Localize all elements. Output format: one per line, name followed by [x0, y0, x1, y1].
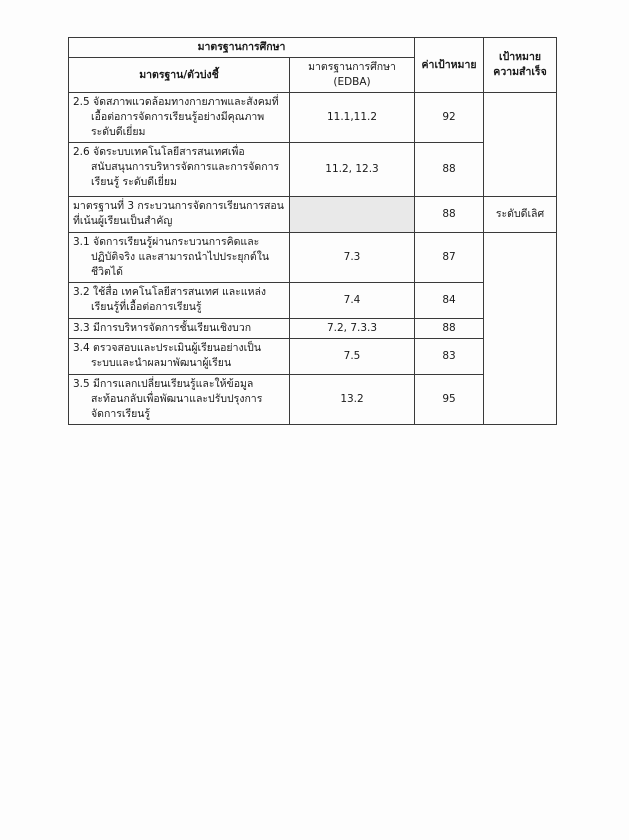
standard-heading-row: [69, 197, 557, 233]
standard3-title: มาตรฐานที่ 3 กระบวนการจัดการเรียนการสอนที่เน้นผู้เรียนเป็นสำคัญ: [69, 197, 290, 233]
standard3-target: 88: [415, 197, 484, 233]
row-edba: 7.3: [290, 233, 415, 283]
row-indicator: 2.5 จัดสภาพแวดล้อมทางกายภาพและสังคมที่เอื้อต่อการจัดการเรียนรู้อย่างมีคุณภาพ ระดับดีเยี่ยม: [69, 93, 290, 143]
row-target: 87: [415, 233, 484, 283]
row-edba: 11.1,11.2: [290, 93, 415, 143]
row-target: 95: [415, 375, 484, 425]
header-row-top: [69, 38, 557, 58]
table-row: [69, 143, 557, 197]
header-edba-line2: (EDBA): [333, 76, 371, 88]
row-edba: 7.2, 7.3.3: [290, 319, 415, 339]
row-indicator: 3.3 มีการบริหารจัดการชั้นเรียนเชิงบวก: [69, 319, 290, 339]
row-success-empty: [484, 233, 557, 425]
header-edba: [290, 58, 415, 93]
header-success: [484, 38, 557, 93]
table-row: [69, 283, 557, 319]
row-indicator: 3.4 ตรวจสอบและประเมินผู้เรียนอย่างเป็นระบบและนำผลมาพัฒนาผู้เรียน: [69, 339, 290, 375]
header-success-line1: เป้าหมาย: [498, 51, 542, 63]
row-target: 88: [415, 319, 484, 339]
row-edba: 7.4: [290, 283, 415, 319]
row-target: 92: [415, 93, 484, 143]
standard3-edba-empty: [290, 197, 415, 233]
row-indicator: 3.5 มีการแลกเปลี่ยนเรียนรู้และให้ข้อมูลสะท้อนกลับเพื่อพัฒนาและปรับปรุงการจัดการเรียนรู้: [69, 375, 290, 425]
row-edba: 11.2, 12.3: [290, 143, 415, 197]
row-target: 84: [415, 283, 484, 319]
row-edba: 7.5: [290, 339, 415, 375]
table-row: [69, 319, 557, 339]
standards-table: [68, 37, 557, 425]
table-row: [69, 93, 557, 143]
header-indicator: มาตรฐาน/ตัวบ่งชี้: [69, 58, 290, 93]
row-target: 88: [415, 143, 484, 197]
row-edba: 13.2: [290, 375, 415, 425]
header-edba-line1: มาตรฐานการศึกษา: [308, 61, 396, 73]
row-indicator: 2.6 จัดระบบเทคโนโลยีสารสนเทศเพื่อสนับสนุนการบริหารจัดการและการจัดการเรียนรู้ ระดับดีเยี่ยม: [69, 143, 290, 197]
header-target: ค่าเป้าหมาย: [415, 38, 484, 93]
table-row: [69, 339, 557, 375]
row-indicator: 3.1 จัดการเรียนรู้ผ่านกระบวนการคิดและปฏิบัติจริง และสามารถนำไปประยุกต์ในชีวิตได้: [69, 233, 290, 283]
standard3-success: ระดับดีเลิศ: [484, 197, 557, 233]
row-success-empty: [484, 93, 557, 197]
row-indicator: 3.2 ใช้สื่อ เทคโนโลยีสารสนเทศ และแหล่งเรียนรู้ที่เอื้อต่อการเรียนรู้: [69, 283, 290, 319]
header-success-line2: ความสำเร็จ: [493, 66, 547, 78]
header-group-title: มาตรฐานการศึกษา: [69, 38, 415, 58]
table-row: [69, 233, 557, 283]
row-target: 83: [415, 339, 484, 375]
table-row: [69, 375, 557, 425]
